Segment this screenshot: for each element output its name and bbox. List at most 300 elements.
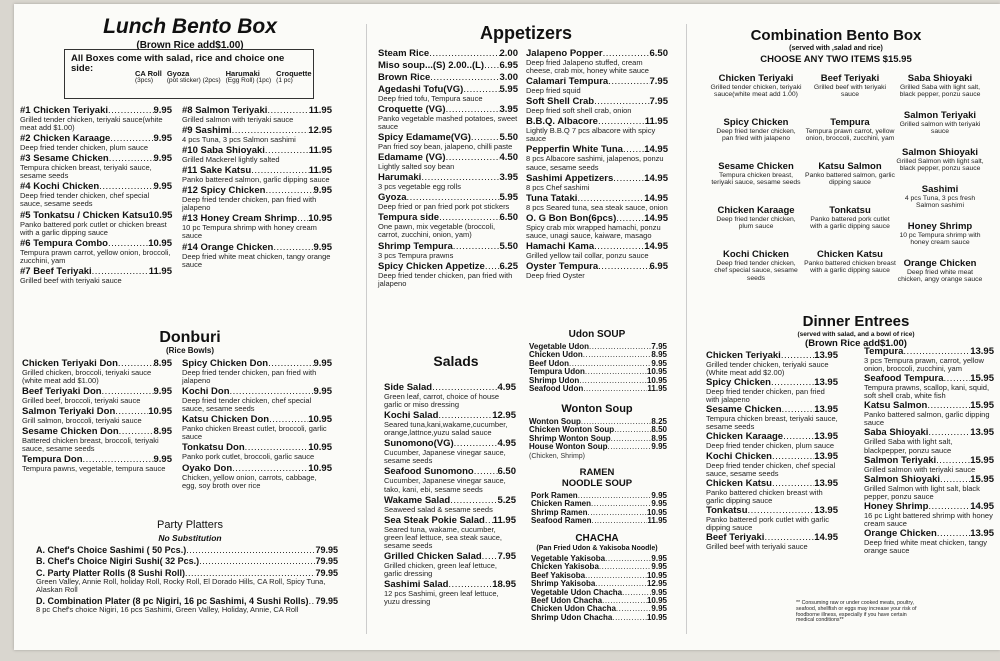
item-price: 10.95 bbox=[646, 507, 667, 517]
menu-item bbox=[529, 443, 667, 451]
item-description: Grilled salmon with teriyaki sauce bbox=[864, 464, 976, 474]
item-name: Kochi Chicken bbox=[706, 450, 772, 462]
menu-item bbox=[864, 529, 994, 555]
item-description: 8 pcs Chef sashimi bbox=[526, 182, 590, 192]
leader-dots bbox=[585, 368, 647, 376]
combo-item-name: Katsu Salmon bbox=[818, 161, 882, 172]
menu-item bbox=[20, 134, 172, 152]
item-name: #8 Salmon Teriyaki bbox=[182, 105, 268, 116]
leader-dots bbox=[589, 343, 651, 351]
item-price: 4.50 bbox=[499, 152, 518, 164]
item-description: 8 pc Chef's choice Nigiri, 16 pcs Sashimi, Green Valley, Holiday, Annie, CA Roll bbox=[36, 604, 299, 614]
item-description: Green Valley, Annie Roll, holiday Roll, Rocky Roll, El Dorado Hills, CA Roll, Spicy Tuna, Alaskan Roll bbox=[36, 577, 326, 595]
item-price: 9.95 bbox=[153, 181, 172, 193]
item-description: Grilled Salmon with light salt, black pepper, ponzu sauce bbox=[864, 483, 980, 501]
menu-item bbox=[378, 49, 518, 59]
combo-item-description: Grilled tender chicken, teriyaki sauce(white meat add 1.00) bbox=[710, 83, 802, 99]
item-name: Beef Yakisoba bbox=[531, 570, 586, 580]
item-price: 14.95 bbox=[970, 500, 994, 512]
item-price: 9.95 bbox=[313, 185, 332, 197]
platter-items bbox=[36, 546, 338, 616]
item-price: 13.95 bbox=[814, 377, 838, 389]
item-name: Sesame Chicken Don bbox=[22, 426, 119, 438]
combination-title: Combination Bento Box bbox=[750, 27, 922, 44]
combo-item-name: Beef Teriyaki bbox=[820, 73, 880, 84]
chacha-title: CHACHA bbox=[575, 533, 619, 544]
item-description: 8 pcs Seared tuna, sea steak sauce, onion bbox=[526, 202, 668, 212]
side-option bbox=[167, 70, 221, 85]
menu-item bbox=[22, 427, 172, 453]
item-name: Edamame (VG) bbox=[378, 152, 446, 164]
item-price: 9.95 bbox=[651, 442, 667, 452]
item-price: 3.00 bbox=[499, 71, 518, 83]
item-price: 7.95 bbox=[497, 550, 516, 562]
item-name: Gyoza bbox=[378, 192, 407, 204]
dinner-subtitle-2: (Brown Rice add$1.00) bbox=[805, 338, 907, 349]
item-name: Chicken Karaage bbox=[706, 431, 784, 443]
item-name: #11 Sake Katsu bbox=[182, 165, 252, 177]
menu-item bbox=[36, 546, 338, 555]
menu-item bbox=[378, 213, 518, 239]
leader-dots bbox=[579, 377, 647, 385]
combo-item-description: Grilled beef with teriyaki sauce bbox=[813, 83, 887, 99]
item-name: Orange Chicken bbox=[864, 528, 937, 539]
item-price: 10.95 bbox=[646, 367, 667, 377]
menu-item bbox=[378, 242, 518, 260]
item-description: Tempura chicken breast, teriyaki sauce, sesame seeds bbox=[20, 163, 152, 181]
menu-item bbox=[384, 496, 516, 514]
item-name: Chicken Yakisoba bbox=[531, 562, 599, 572]
leader-dots bbox=[429, 49, 499, 59]
menu-item-row bbox=[531, 614, 667, 622]
menu-item bbox=[526, 174, 668, 192]
item-name: Katsu Salmon bbox=[864, 400, 928, 412]
menu-item bbox=[526, 194, 668, 212]
platters-title: Party Platters bbox=[156, 519, 224, 531]
item-name: Tempura Don bbox=[22, 454, 83, 466]
menu-item bbox=[182, 106, 332, 124]
item-price: 6.25 bbox=[499, 260, 518, 272]
menu-item bbox=[378, 173, 518, 191]
item-price: 6.50 bbox=[649, 48, 668, 59]
item-price: 15.95 bbox=[970, 454, 994, 466]
item-price: 14.95 bbox=[644, 212, 668, 224]
item-description: Deep fried tender chicken, plum sauce bbox=[20, 143, 148, 153]
item-price: 15.95 bbox=[970, 473, 994, 485]
item-price: 79.95 bbox=[315, 567, 338, 578]
chacha-subtitle: (Pan Fried Udon & Yakisoba Noodle) bbox=[536, 545, 658, 552]
item-name: Chicken Udon Chacha bbox=[531, 604, 616, 614]
item-name: O. G Bon Bon(6pcs) bbox=[526, 212, 617, 224]
item-description: Grilled beef with teriyaki sauce bbox=[706, 541, 808, 551]
item-price: 13.95 bbox=[814, 504, 838, 516]
side-option-detail: (1 pc) bbox=[276, 76, 293, 84]
menu-item-row bbox=[36, 557, 338, 566]
combo-item bbox=[710, 162, 802, 187]
item-description: Deep fried tender chicken, chef special sauce, sesame seeds bbox=[706, 460, 836, 478]
item-description: Grilled Saba with light salt, blackpepper, ponzu sauce bbox=[864, 437, 953, 455]
item-price: 12.95 bbox=[492, 410, 516, 422]
menu-item bbox=[20, 267, 172, 285]
item-price: 14.95 bbox=[644, 144, 668, 156]
combination-choose: CHOOSE ANY TWO ITEMS $15.95 bbox=[760, 54, 912, 65]
menu-item bbox=[531, 614, 667, 622]
item-description: Seared tuna, wakame, cucumber, green leaf lettuce, sea steak sauce, sesame seeds bbox=[384, 524, 502, 550]
appetizers-title: Appetizers bbox=[479, 23, 573, 43]
item-description: 4 pcs Tuna, 3 pcs Salmon sashimi bbox=[182, 135, 296, 145]
menu-item-row bbox=[36, 546, 338, 555]
ramen-items bbox=[531, 492, 667, 526]
donburi-subtitle: (Rice Bowls) bbox=[165, 346, 214, 355]
menu-item bbox=[864, 456, 994, 474]
item-description: 3 pcs Tempura prawn, carrot, yellow onion, broccoli, zucchini, yam bbox=[864, 355, 984, 374]
leader-dots bbox=[587, 509, 647, 517]
item-name: Chicken Katsu bbox=[706, 477, 772, 489]
item-name: #3 Sesame Chicken bbox=[20, 153, 109, 165]
item-name: Spicy Chicken bbox=[706, 377, 771, 389]
item-name: Beef Teriyaki Don bbox=[22, 386, 102, 398]
item-name: #2 Chicken Karaage bbox=[20, 133, 111, 145]
item-name: C. Party Platter Rolls (8 Sushi Roll) bbox=[36, 567, 186, 578]
combo-item-name: Chicken Katsu bbox=[817, 249, 883, 260]
menu-item bbox=[706, 378, 838, 404]
combo-item-description: 10 pc Tempura shrimp with honey cream sauce bbox=[899, 231, 981, 247]
item-price: 9.95 bbox=[651, 604, 667, 614]
item-description: Deep fried tender chicken, pan fried with jalapeno bbox=[378, 270, 513, 288]
combo-item bbox=[894, 148, 986, 173]
menu-item bbox=[706, 452, 838, 478]
item-name: Spicy Chicken Don bbox=[182, 358, 269, 369]
item-name: Oyako Don bbox=[182, 462, 233, 474]
udon-items bbox=[529, 343, 667, 393]
item-name: Chicken Udon bbox=[529, 350, 583, 360]
item-price: 2.00 bbox=[499, 48, 518, 59]
leader-dots bbox=[583, 385, 647, 393]
item-description: 3 pcs Tempura prawns bbox=[378, 250, 454, 260]
item-price: 4.95 bbox=[497, 438, 516, 450]
item-name: Tuna Tataki bbox=[526, 192, 578, 204]
item-description: Deep fried white meat chicken, tangy orange sauce bbox=[182, 251, 331, 269]
side-option bbox=[226, 70, 272, 85]
item-description: Tempura prawns, scallop, kani, squid, soft shell crab, white fish bbox=[864, 383, 990, 401]
item-name: B.B.Q. Albacore bbox=[526, 116, 598, 128]
combo-item-name: Tempura bbox=[830, 117, 870, 128]
item-price: 7.95 bbox=[649, 96, 668, 108]
menu-item-row bbox=[378, 49, 518, 59]
item-description: Tempura pawns, vegetable, tempura sauce bbox=[22, 464, 166, 474]
menu-item bbox=[182, 126, 332, 144]
item-price: 11.95 bbox=[647, 383, 667, 393]
item-name: Miso soup...(S) 2.00..(L) bbox=[378, 59, 485, 71]
dinner-items-left bbox=[706, 351, 838, 552]
item-price: 9.95 bbox=[153, 153, 172, 165]
item-price: 8.25 bbox=[651, 417, 667, 426]
menu-item bbox=[864, 475, 994, 501]
leader-dots bbox=[591, 517, 647, 525]
menu-item bbox=[706, 506, 838, 532]
leader-dots bbox=[608, 443, 652, 451]
salad-items bbox=[384, 383, 516, 608]
item-name: Sashimi Appetizers bbox=[526, 172, 614, 184]
combination-subtitle: (served with ,salad and rice) bbox=[789, 45, 883, 52]
item-description: Deep fried tender chicken, pan fried with jalapeno bbox=[706, 387, 825, 405]
item-name: #14 Orange Chicken bbox=[182, 241, 274, 253]
combo-item-description: Grilled salmon with teriyaki sauce bbox=[899, 120, 981, 136]
combo-item bbox=[804, 74, 896, 99]
item-price: 15.95 bbox=[970, 373, 994, 385]
item-price: 4.95 bbox=[497, 382, 516, 393]
item-description: Deep fried or pan fried pork pot stickers bbox=[378, 202, 510, 212]
donburi-items-right bbox=[182, 359, 332, 492]
item-price: 12.95 bbox=[646, 579, 667, 589]
item-price: 9.95 bbox=[651, 491, 667, 500]
leader-dots bbox=[186, 546, 315, 555]
menu-item bbox=[384, 383, 516, 409]
menu-item bbox=[526, 117, 668, 143]
item-description: Deep fried squid bbox=[526, 86, 581, 96]
middle-column bbox=[366, 4, 686, 650]
item-price: 7.95 bbox=[649, 76, 668, 88]
item-name: Tempura side bbox=[378, 212, 440, 224]
item-description: Deep fried Oyster bbox=[526, 270, 585, 280]
item-name: Brown Rice bbox=[378, 71, 431, 83]
menu-item bbox=[526, 214, 668, 240]
item-description: Chicken, yellow onion, carrots, cabbage, egg, soy broth over rice bbox=[182, 472, 317, 490]
item-name: #4 Kochi Chicken bbox=[20, 181, 100, 193]
combo-item-description: Tempura prawn carrot, yellow onion, broccoli, zucchini, yam bbox=[805, 127, 895, 143]
combo-item-name: Spicy Chicken bbox=[723, 117, 789, 128]
item-description: Grilled tender chicken, teriyaki sauce (White meat add $2.00) bbox=[706, 359, 829, 378]
item-name: Kochi Salad bbox=[384, 410, 439, 422]
combo-item-description: Deep fried tender chicken, plum sauce bbox=[716, 215, 796, 231]
menu-item bbox=[20, 239, 172, 265]
menu-item bbox=[182, 415, 332, 441]
combo-item-name: Chicken Karaage bbox=[717, 205, 795, 216]
item-description: Panko chicken Breast cutlet, broccoli, garlic sauce bbox=[182, 424, 327, 442]
item-name: Harumaki bbox=[378, 172, 422, 184]
item-name: Shrimp Yakisoba bbox=[531, 579, 596, 589]
combo-item bbox=[894, 222, 986, 247]
menu-item bbox=[182, 146, 332, 164]
item-price: 79.95 bbox=[315, 595, 338, 606]
menu-item bbox=[378, 61, 518, 71]
menu-item bbox=[526, 145, 668, 171]
item-name: Jalapeno Popper bbox=[526, 48, 603, 59]
item-price: 10.95 bbox=[646, 375, 667, 385]
left-column bbox=[14, 4, 366, 650]
item-price: 10.95 bbox=[646, 570, 667, 580]
combo-item-name: Kochi Chicken bbox=[723, 249, 789, 260]
wonton-note: (Chicken, Shrimp) bbox=[529, 453, 586, 460]
menu-item bbox=[706, 432, 838, 450]
lunch-box-note: All Boxes come with salad, rice and choice one side: bbox=[71, 53, 285, 75]
item-description: Tempura prawn carrot, yellow onion, broccoli, zucchini, yam bbox=[20, 247, 171, 265]
item-description: Deep fried white meat chicken, tangy orange sauce bbox=[864, 537, 987, 556]
item-description: Seaweed salad & sesame seeds bbox=[384, 504, 493, 514]
combo-item-description: Grilled Salmon with light salt, black pepper, ponzu sauce bbox=[896, 157, 984, 173]
item-description: Deep fried soft shell crab, onion bbox=[526, 106, 632, 116]
item-price: 11.95 bbox=[308, 105, 332, 116]
combo-item-name: Salmon Teriyaki bbox=[903, 110, 977, 121]
item-description: 10 pc Tempura shrimp with honey cream sauce bbox=[182, 223, 317, 241]
item-price: 10.95 bbox=[646, 612, 667, 622]
item-name: #13 Honey Cream Shrimp bbox=[182, 213, 298, 225]
item-description: Deep fried tofu, Tempura sauce bbox=[378, 93, 483, 103]
leader-dots bbox=[613, 174, 644, 184]
item-name: Wonton Soup bbox=[529, 417, 581, 426]
item-price: 9.95 bbox=[651, 358, 667, 368]
leader-dots bbox=[309, 597, 316, 606]
side-option-name: Gyoza bbox=[166, 69, 190, 78]
item-name: Sea Steak Pokie Salad bbox=[384, 514, 485, 526]
combo-item bbox=[894, 74, 986, 99]
ramen-title-2: NOODLE SOUP bbox=[561, 478, 633, 489]
item-name: Vegetable Udon Chacha bbox=[531, 587, 623, 597]
leader-dots bbox=[484, 61, 499, 71]
item-price: 5.25 bbox=[497, 494, 516, 506]
menu-item bbox=[182, 243, 332, 269]
leader-dots bbox=[232, 464, 308, 474]
item-name: Grilled Chicken Salad bbox=[384, 550, 482, 562]
item-name: Pork Ramen bbox=[531, 491, 578, 500]
combo-item bbox=[710, 74, 802, 99]
menu-item bbox=[706, 479, 838, 505]
chacha-items bbox=[531, 555, 667, 622]
item-description: Seared tuna,kani,wakame,cucumber, orange,lattnce,yuzu salad sauce bbox=[384, 420, 508, 438]
item-description: 16 pc Light battered shrimp with honey cream sauce bbox=[864, 510, 993, 528]
combo-item-description: Tempura chicken breast, teriyaki sauce, sesame seeds bbox=[711, 171, 801, 187]
item-name: Agedashi Tofu(VG) bbox=[378, 83, 464, 95]
menu-item-row bbox=[182, 464, 332, 474]
item-description: Spicy crab mix wrapped hamachi, ponzu sauce, unagi sauce, kaiware, masago bbox=[526, 222, 661, 240]
item-price: 13.95 bbox=[814, 477, 838, 489]
item-price: 15.95 bbox=[970, 400, 994, 412]
combo-item-description: 4 pcs Tuna, 3 pcs fresh Salmon sashimi bbox=[904, 194, 976, 210]
menu-item bbox=[182, 186, 332, 212]
side-option bbox=[276, 70, 311, 85]
item-price: 3.95 bbox=[499, 103, 518, 115]
side-option-detail: (Egg Roll) (1pc) bbox=[225, 76, 272, 84]
item-price: 9.95 bbox=[651, 554, 667, 563]
item-description: Panko vegetable mashed potatoes, sweet sauce bbox=[378, 113, 518, 132]
item-price: 6.50 bbox=[497, 466, 516, 478]
leader-dots bbox=[598, 262, 649, 272]
wonton-items bbox=[529, 418, 667, 452]
combo-item-name: Orange Chicken bbox=[903, 258, 977, 269]
side-option-detail: (pot sticker) (2pcs) bbox=[166, 76, 221, 84]
menu-item bbox=[384, 411, 516, 437]
item-name: Sunomono(VG) bbox=[384, 438, 454, 450]
item-name: B. Chef's Choice Nigiri Sushi( 32 Pcs.) bbox=[36, 556, 200, 567]
menu-item bbox=[378, 73, 518, 83]
donburi-title: Donburi bbox=[159, 329, 221, 346]
item-price: 14.95 bbox=[644, 240, 668, 252]
menu-item bbox=[36, 569, 338, 595]
item-name: Spicy Edamame(VG) bbox=[378, 132, 471, 144]
combo-item-description: Panko battered salmon, garlic dipping sauce bbox=[805, 171, 895, 187]
dinner-items-right bbox=[864, 347, 994, 556]
item-name: #9 Sashimi bbox=[182, 125, 232, 137]
item-price: 10.95 bbox=[148, 209, 173, 221]
item-name: Steam Rice bbox=[378, 48, 430, 59]
leader-dots bbox=[614, 426, 651, 434]
item-name: Vegetable Yakisoba bbox=[531, 554, 606, 563]
combo-item bbox=[894, 185, 986, 210]
item-description: Green leaf, carrot, choice of house garlic or miso dressing bbox=[384, 391, 500, 410]
item-description: Deep fried tender chicken, chef special sauce, sesame seeds bbox=[182, 396, 312, 414]
item-name: Honey Shrimp bbox=[864, 500, 929, 512]
menu-item bbox=[22, 387, 172, 405]
item-name: Hamachi Kama bbox=[526, 240, 595, 252]
side-option-name: CA Roll bbox=[135, 69, 162, 78]
item-price: 10.95 bbox=[148, 406, 172, 418]
appetizer-items-right bbox=[526, 49, 668, 282]
item-name: Seafood Udon bbox=[529, 383, 584, 393]
item-price: 9.95 bbox=[153, 386, 172, 398]
item-description: Panko battered chicken breast with garlic dipping sauce bbox=[706, 487, 823, 505]
menu-item bbox=[526, 262, 668, 280]
leader-dots bbox=[591, 500, 651, 508]
item-price: 6.95 bbox=[649, 260, 668, 272]
item-name: Beef Udon bbox=[529, 358, 569, 368]
item-name: Salmon Teriyaki Don bbox=[22, 406, 116, 418]
menu-item bbox=[864, 502, 994, 528]
item-name: Seafood Tempura bbox=[864, 373, 944, 385]
item-price: 13.95 bbox=[814, 431, 838, 443]
item-name: Vegetable Udon bbox=[529, 342, 590, 351]
item-price: 79.95 bbox=[315, 545, 338, 555]
item-price: 10.95 bbox=[308, 213, 332, 225]
menu-item bbox=[384, 516, 516, 550]
combo-item-name: Honey Shrimp bbox=[907, 221, 973, 232]
item-price: 18.95 bbox=[492, 579, 516, 591]
item-price: 8.50 bbox=[651, 425, 667, 435]
item-name: Chicken Wonton Soup bbox=[529, 425, 615, 435]
combo-item bbox=[804, 250, 896, 275]
item-price: 9.95 bbox=[153, 454, 172, 466]
leader-dots bbox=[772, 452, 814, 462]
item-description: Deep fried tender chicken, pan fried with jalapeno bbox=[182, 367, 317, 386]
item-name: Tempura bbox=[864, 346, 904, 357]
combo-item-name: Sashimi bbox=[921, 184, 959, 195]
item-name: Shrimp Tempura bbox=[378, 240, 453, 252]
menu-item bbox=[20, 154, 172, 180]
menu-item bbox=[531, 517, 667, 525]
combo-item-name: Salmon Shioyaki bbox=[901, 147, 979, 158]
side-options bbox=[135, 70, 312, 85]
item-name: Tempura Udon bbox=[529, 367, 585, 377]
menu-item bbox=[182, 387, 332, 413]
menu-item bbox=[706, 405, 838, 431]
item-name: Sashimi Salad bbox=[384, 579, 449, 591]
menu-item bbox=[22, 359, 172, 385]
item-price: 7.95 bbox=[651, 342, 667, 351]
item-description: Deep fried Jalapeno stuffed, cream cheese, crab mix, honey white sauce bbox=[526, 57, 649, 76]
item-name: Seafood Ramen bbox=[531, 516, 592, 526]
appetizer-items-left bbox=[378, 49, 518, 290]
donburi-items-left bbox=[22, 359, 172, 476]
item-name: Kochi Don bbox=[182, 386, 230, 398]
leader-dots bbox=[199, 557, 315, 566]
item-price: 13.95 bbox=[970, 346, 994, 357]
leader-dots bbox=[612, 614, 647, 622]
item-name: Shrimp Udon bbox=[529, 375, 580, 385]
item-name: Shrimp Udon Chacha bbox=[531, 612, 613, 622]
salads-title: Salads bbox=[433, 353, 479, 369]
item-name: #7 Beef Teriyaki bbox=[20, 265, 92, 277]
item-description: Grilled salmon with teriyaki sauce bbox=[182, 114, 294, 124]
item-name: Salmon Teriyaki bbox=[864, 454, 937, 466]
